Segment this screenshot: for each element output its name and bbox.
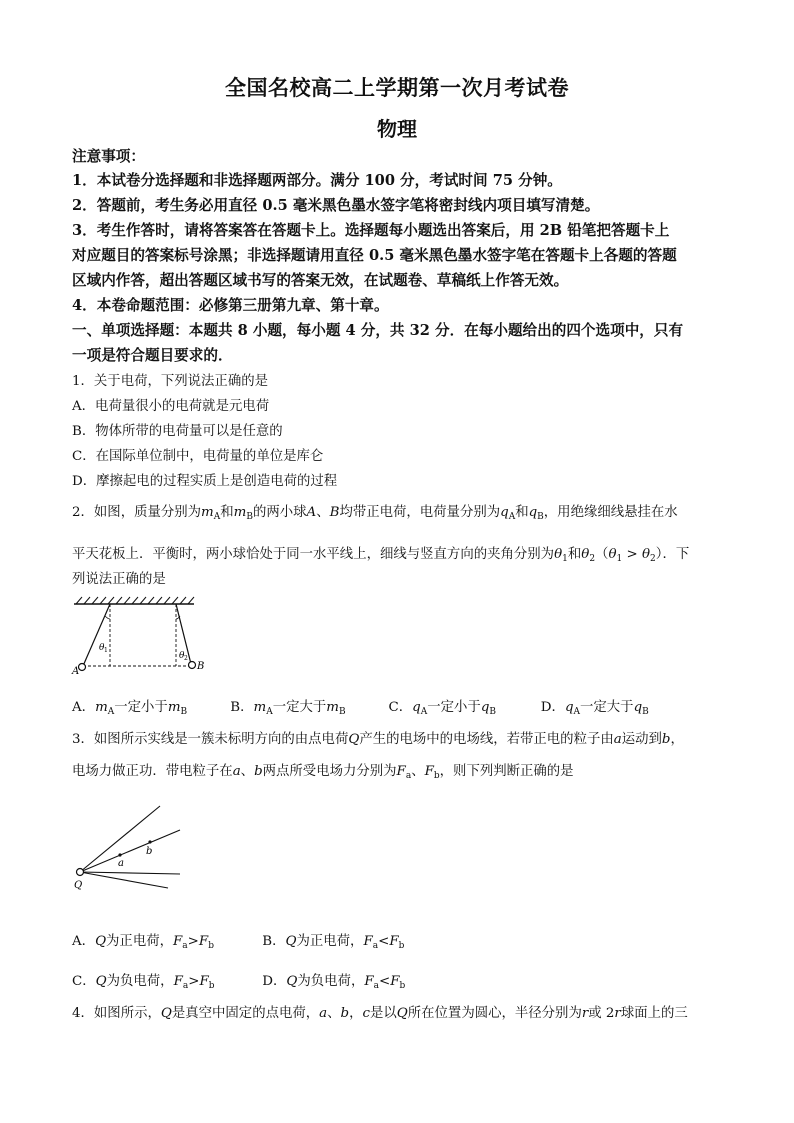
theta2-sub: 2 <box>184 655 188 662</box>
section1-instructions-line2: 一项是符合题目要求的． <box>72 347 233 364</box>
theta1-label: θ <box>99 643 105 653</box>
q2-option-c: C．$q_A$一定小于$q_B$ <box>388 700 497 717</box>
q3-stem-line1: 3．如图所示实线是一簇未标明方向的由点电荷Q产生的电场中的电场线，若带正电的粒子由a运动到b， <box>72 732 684 747</box>
q3-option-b: B．Q为正电荷，$F_a<F_b$ <box>262 934 405 951</box>
ball-b-label: B <box>197 661 205 672</box>
ball-a-label: A <box>72 666 80 677</box>
q1-option-b: B．物体所带的电荷量可以是任意的 <box>72 424 283 439</box>
q3-option-d: D．Q为负电荷，$F_a<F_b$ <box>262 974 406 991</box>
note-4: 4．本卷命题范围：必修第三册第九章、第十章。 <box>72 297 389 314</box>
q4-stem-line1: 4．如图所示，Q是真空中固定的点电荷，a、b，c是以Q所在位置为圆心，半径分别为r或 2r球面上的三 <box>72 1006 688 1021</box>
theta2-label: θ <box>179 651 185 661</box>
note-3a: 3．考生作答时，请将答案答在答题卡上。选择题每小题选出答案后，用 2B 铅笔把答题卡上 <box>72 222 670 239</box>
q2-options <box>72 696 649 717</box>
point-b-label: b <box>146 846 153 857</box>
q3-option-c: C．Q为负电荷，$F_a>F_b$ <box>72 974 215 991</box>
q3-options-row2 <box>72 970 405 991</box>
q2-stem-line1: 2．如图，质量分别为$m_A$和$m_B$的两小球A、B均带正电荷，电荷量分别为$q_A$和$q_B$，用绝缘细线悬挂在水 <box>72 505 678 522</box>
q2-option-a: A．$m_A$一定小于$m_B$ <box>72 700 188 717</box>
charge-q-label: Q <box>74 880 83 891</box>
q2-stem-line2: 平天花板上．平衡时，两小球恰处于同一水平线上，细线与竖直方向的夹角分别为$\theta_1$和$\theta_2(\theta_1 > \theta_2)$．下 <box>72 547 690 564</box>
q1-stem: 1．关于电荷，下列说法正确的是 <box>72 374 268 389</box>
q2-figure <box>66 594 216 680</box>
q1-option-d: D．摩擦起电的过程实质上是创造电荷的过程 <box>72 474 338 489</box>
note-1: 1．本试卷分选择题和非选择题两部分。满分 100 分，考试时间 75 分钟。 <box>72 172 562 189</box>
q3-options-row1 <box>72 930 404 951</box>
section1-instructions-line1: 一、单项选择题：本题共 8 小题，每小题 4 分，共 32 分．在每小题给出的四个选项中，只有 <box>72 322 684 339</box>
note-3c: 区域内作答，超出答题区域书写的答案无效，在试题卷、草稿纸上作答无效。 <box>72 272 569 289</box>
q2-option-d: D．$q_A$一定大于$q_B$ <box>540 700 649 717</box>
q2-stem-line3: 列说法正确的是 <box>72 572 166 587</box>
note-2: 2．答题前，考生务必用直径 0.5 毫米黑色墨水签字笔将密封线内项目填写清楚。 <box>72 197 600 214</box>
theta1-sub: 1 <box>104 647 108 654</box>
notes-heading: 注意事项： <box>72 148 145 165</box>
q1-option-a: A．电荷量很小的电荷就是元电荷 <box>72 399 270 414</box>
subject-title: 物理 <box>377 117 417 141</box>
exam-title: 全国名校高二上学期第一次月考试卷 <box>225 75 569 100</box>
q3-figure <box>70 800 190 892</box>
point-a-label: a <box>118 858 124 869</box>
q3-option-a: A．Q为正电荷，$F_a>F_b$ <box>72 934 214 951</box>
q2-option-b: B．$m_A$一定大于$m_B$ <box>230 700 346 717</box>
q3-stem-line2: 电场力做正功．带电粒子在a、b两点所受电场力分别为$F_a$、$F_b$，则下列判断正确的是 <box>72 764 574 781</box>
q1-option-c: C．在国际单位制中，电荷量的单位是库仑 <box>72 449 324 464</box>
note-3b: 对应题目的答案标号涂黑；非选择题请用直径 0.5 毫米黑色墨水签字笔在答题卡上各题的答题 <box>72 247 677 264</box>
